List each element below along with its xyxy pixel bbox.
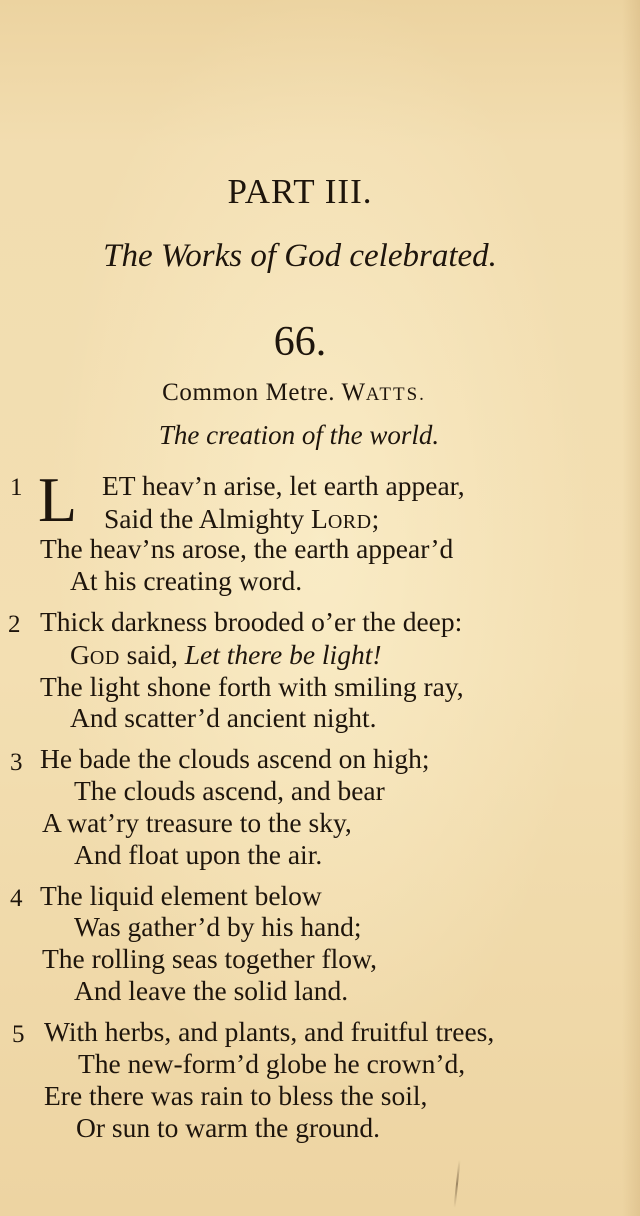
verse-line: And float upon the air. (74, 839, 323, 870)
verse-line: And scatter’d ancient night. (70, 702, 377, 733)
hymn-subject: The creation of the world. (158, 420, 440, 450)
verse-line: The rolling seas together flow, (42, 943, 377, 974)
author-name (342, 379, 426, 406)
hymn-number: 66. (273, 319, 327, 365)
verse-line: Or sun to warm the ground. (76, 1112, 380, 1143)
smallcaps-text: OD (89, 647, 120, 669)
verse-text: ; (371, 503, 380, 534)
verse-text: G (70, 639, 90, 670)
verse-text: Said the Almighty L (104, 503, 328, 534)
verse-line: A wat’ry treasure to the sky, (42, 807, 352, 838)
verse-line: Ere there was rain to bless the soil, (44, 1080, 428, 1111)
paper-crease-mark (453, 1160, 460, 1208)
verse-line (104, 505, 379, 533)
metre-label: Common Metre. (162, 379, 336, 406)
verse-line: The light shone forth with smiling ray, (40, 671, 464, 702)
italic-text: Let there be light! (184, 639, 382, 670)
page-fold-shadow (622, 0, 640, 1216)
author-initial: W (341, 379, 366, 406)
verse-line: The liquid element below (40, 880, 322, 911)
smallcaps-text: ORD (327, 511, 372, 533)
verse-text: said, (119, 639, 185, 670)
verse-line: Was gather’d by his hand; (74, 911, 362, 942)
verse-line (70, 641, 382, 669)
stanza-number: 5 (12, 1021, 25, 1048)
stanza-number: 2 (8, 611, 21, 638)
verse-line: The clouds ascend, and bear (74, 775, 385, 806)
verse-line: With herbs, and plants, and fruitful trees, (44, 1016, 495, 1047)
drop-capital: L (38, 464, 78, 535)
stanza-number: 1 (10, 474, 23, 501)
section-heading: The Works of God celebrated. (103, 238, 497, 274)
part-heading: PART III. (227, 172, 373, 211)
verse-line: ET heav’n arise, let earth appear, (102, 470, 465, 501)
author-smallcaps: ATTS. (365, 384, 426, 405)
stanza-number: 4 (10, 885, 23, 912)
verse-line: And leave the solid land. (74, 975, 349, 1006)
verse-line: At his creating word. (70, 565, 303, 596)
verse-line: He bade the clouds ascend on high; (40, 743, 430, 774)
verse-line: Thick darkness brooded o’er the deep: (40, 606, 463, 637)
verse-line: The heav’ns arose, the earth appear’d (40, 533, 454, 564)
metre-line (0, 379, 588, 407)
stanza-number: 3 (10, 749, 23, 776)
verse-line: The new-form’d globe he crown’d, (78, 1048, 466, 1079)
